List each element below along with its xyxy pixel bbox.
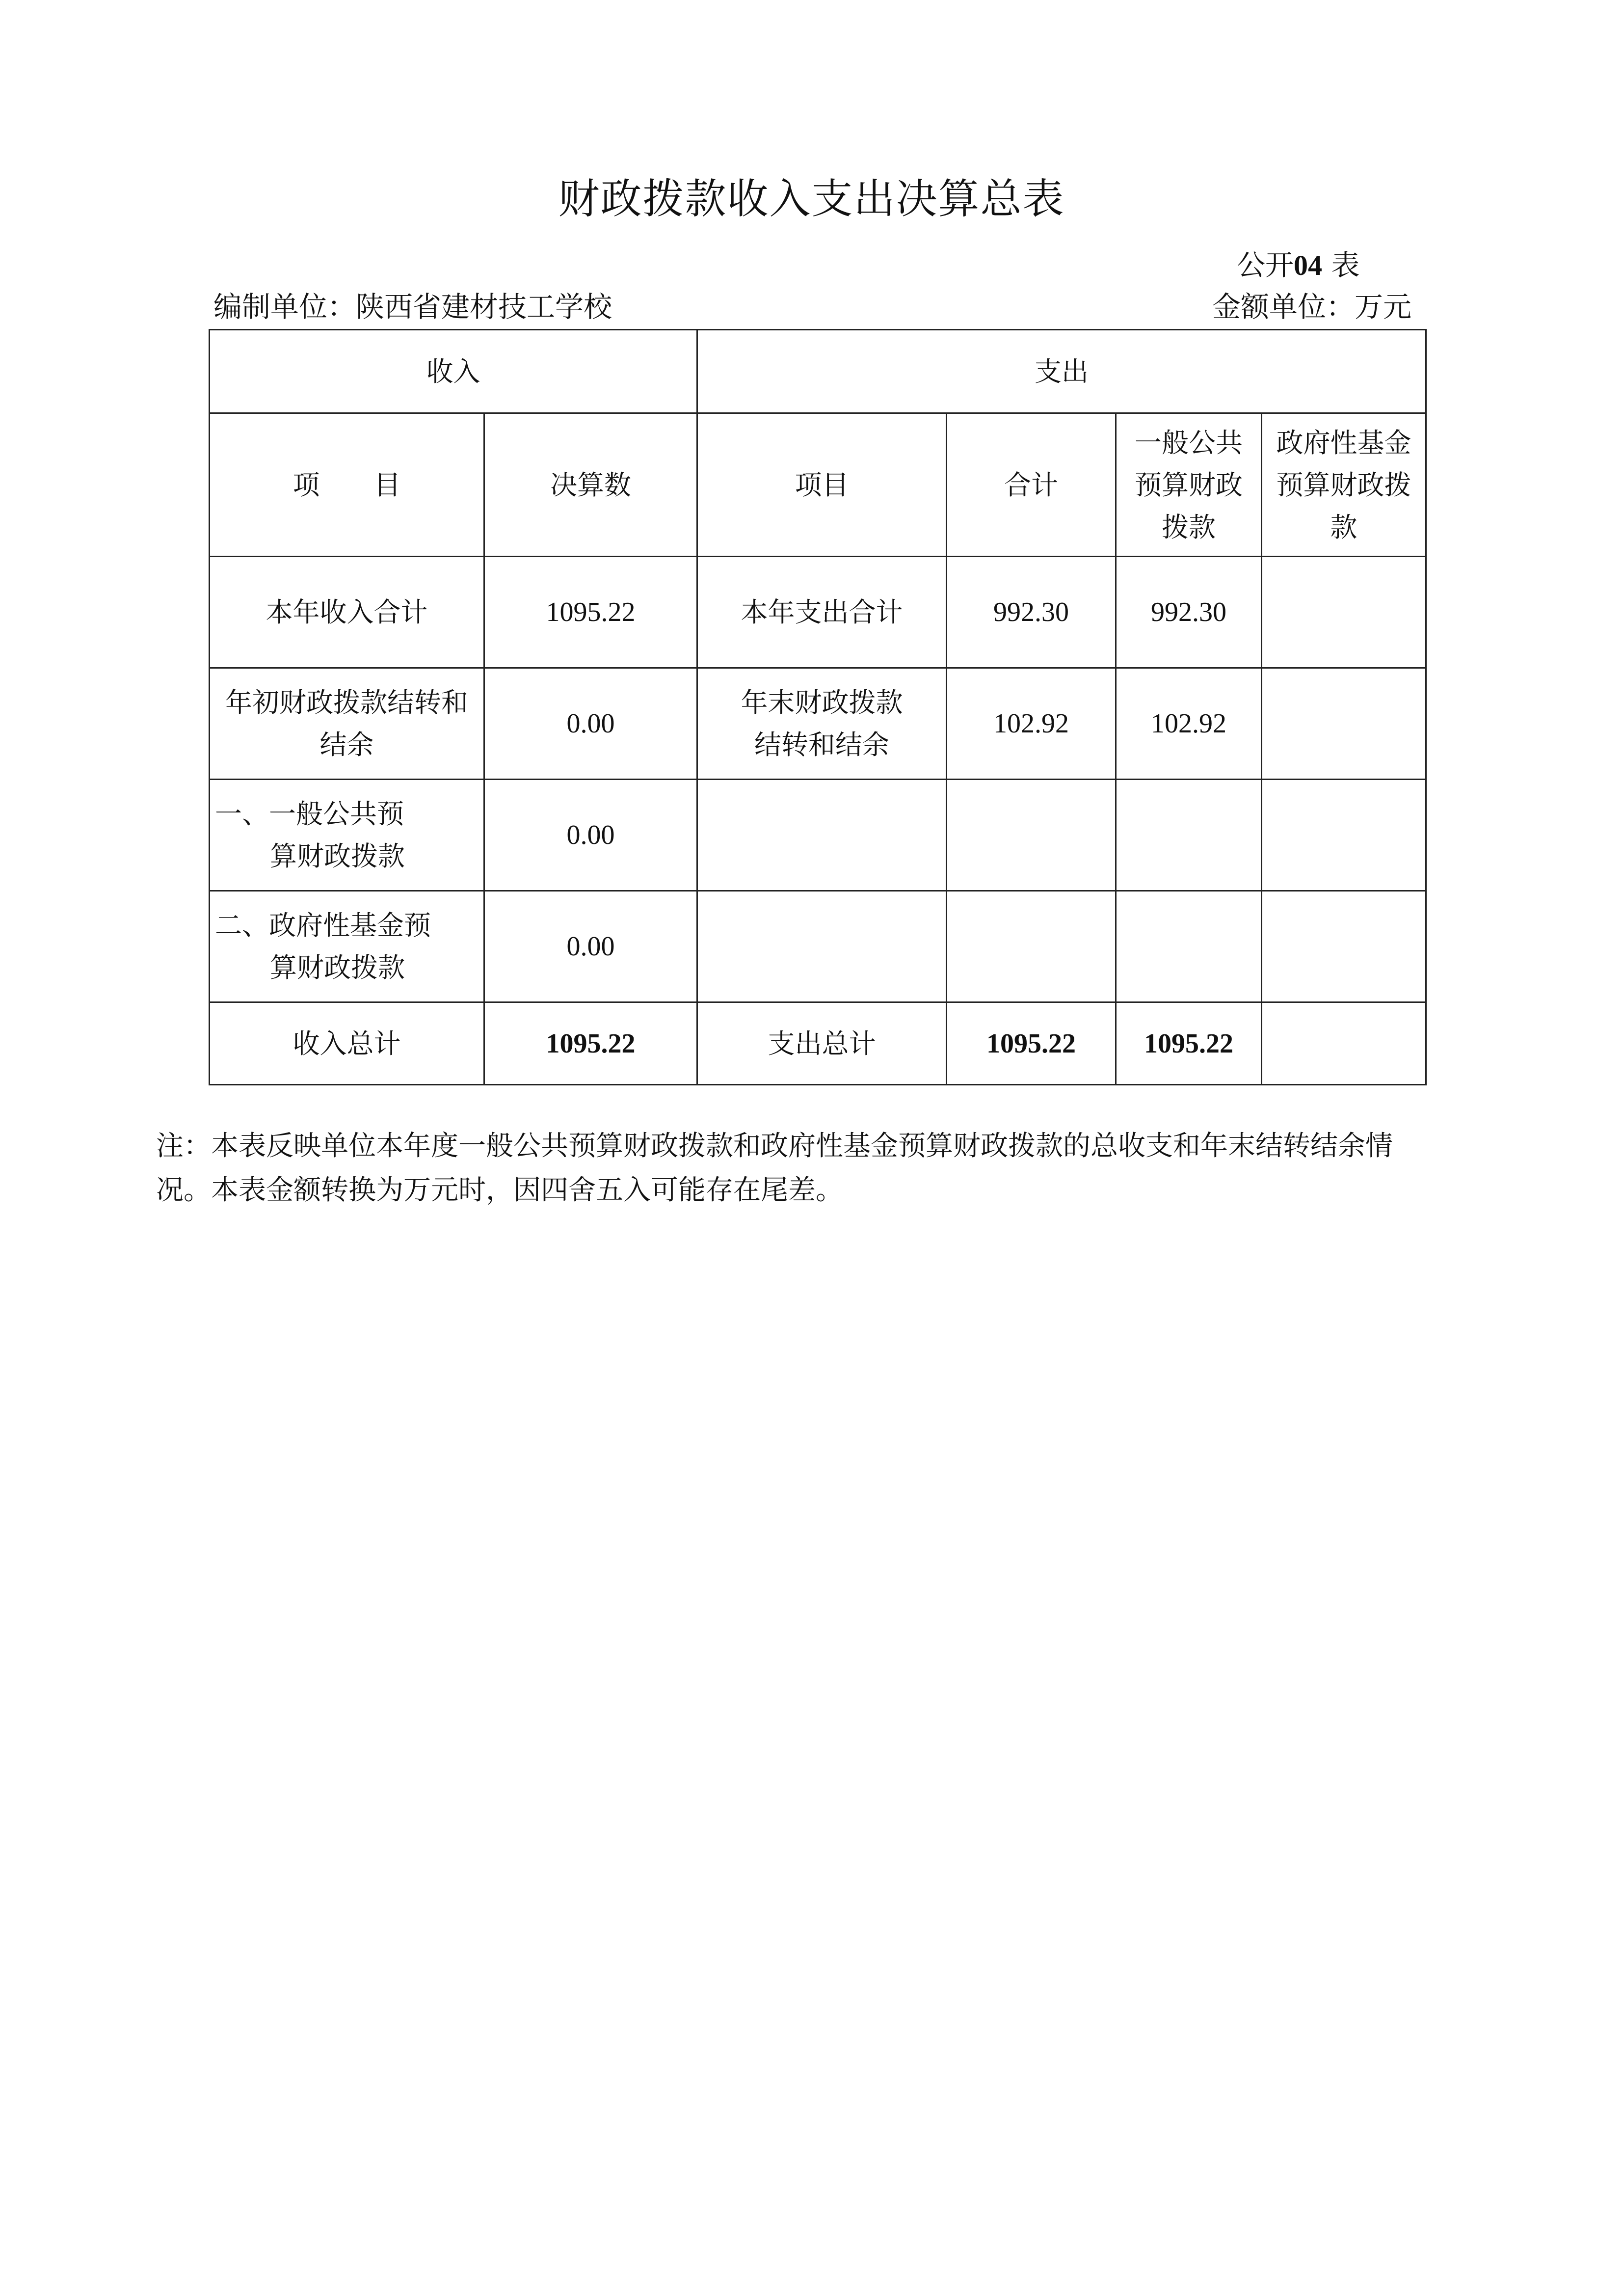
expense-item-cell bbox=[697, 891, 947, 1002]
total-cell bbox=[947, 780, 1116, 891]
general-budget-cell bbox=[1116, 780, 1262, 891]
expense-item-cell: 本年支出合计 bbox=[697, 557, 947, 668]
general-budget-cell: 102.92 bbox=[1116, 668, 1262, 780]
income-total-amount: 1095.22 bbox=[484, 1002, 697, 1085]
expense-item-line: 结转和结余 bbox=[754, 729, 889, 760]
expense-item-line: 年末财政拨款 bbox=[741, 687, 903, 718]
total-cell: 992.30 bbox=[947, 557, 1116, 668]
col-header-expense-item: 项目 bbox=[697, 413, 947, 557]
general-budget-cell bbox=[1116, 891, 1262, 1002]
form-number bbox=[1237, 248, 1359, 283]
income-amount-cell: 0.00 bbox=[484, 780, 697, 891]
income-amount-cell: 0.00 bbox=[484, 891, 697, 1002]
table-row bbox=[210, 557, 1426, 668]
income-item-line: 一、一般公共预 bbox=[215, 798, 404, 830]
income-total-label: 收入总计 bbox=[210, 1002, 484, 1085]
col-header-fund-budget bbox=[1262, 413, 1426, 557]
col-header-general-budget bbox=[1116, 413, 1262, 557]
fund-budget-cell bbox=[1262, 891, 1426, 1002]
expense-group-header: 支出 bbox=[697, 330, 1426, 413]
totals-row bbox=[210, 1002, 1426, 1085]
table-row bbox=[210, 668, 1426, 780]
income-item-line: 年初财政拨款结转和 bbox=[225, 687, 468, 718]
general-budget-cell: 992.30 bbox=[1116, 557, 1262, 668]
income-item-line: 算财政拨款 bbox=[270, 952, 405, 983]
table-row bbox=[210, 891, 1426, 1002]
total-cell: 102.92 bbox=[947, 668, 1116, 780]
settlement-table bbox=[209, 329, 1427, 1085]
fund-budget-cell bbox=[1262, 557, 1426, 668]
form-number-prefix: 公开 bbox=[1237, 248, 1294, 282]
col-header-income-item: 项 目 bbox=[210, 413, 484, 557]
table-note bbox=[156, 1124, 1481, 1213]
col-header-fund-budget-line: 预算财政拨 bbox=[1276, 469, 1411, 501]
fund-budget-cell bbox=[1262, 780, 1426, 891]
table-row bbox=[210, 780, 1426, 891]
compiling-unit: 编制单位：陕西省建材技工学校 bbox=[213, 290, 612, 324]
amount-unit: 金额单位：万元 bbox=[1212, 290, 1412, 324]
fund-budget-total bbox=[1262, 1002, 1426, 1085]
income-group-header: 收入 bbox=[210, 330, 697, 413]
income-item-cell bbox=[210, 668, 484, 780]
col-header-total: 合计 bbox=[947, 413, 1116, 557]
income-item-line: 结余 bbox=[319, 729, 374, 760]
general-budget-total: 1095.22 bbox=[1116, 1002, 1262, 1085]
income-item-line: 算财政拨款 bbox=[270, 840, 405, 872]
col-header-fund-budget-line: 款 bbox=[1330, 511, 1357, 543]
note-line: 注：本表反映单位本年度一般公共预算财政拨款和政府性基金预算财政拨款的总收支和年末结转结余情 bbox=[156, 1130, 1393, 1162]
note-line: 况。本表金额转换为万元时，因四舍五入可能存在尾差。 bbox=[156, 1174, 843, 1206]
expense-item-cell bbox=[697, 780, 947, 891]
col-header-fund-budget-line: 政府性基金 bbox=[1276, 427, 1411, 459]
expense-item-cell bbox=[697, 668, 947, 780]
income-item-cell: 本年收入合计 bbox=[210, 557, 484, 668]
total-cell bbox=[947, 891, 1116, 1002]
income-item-line: 二、政府性基金预 bbox=[215, 910, 431, 941]
income-amount-cell: 1095.22 bbox=[484, 557, 697, 668]
col-header-final-amount: 决算数 bbox=[484, 413, 697, 557]
form-number-suffix: 表 bbox=[1331, 248, 1360, 282]
page-title: 财政拨款收入支出决算总表 bbox=[558, 175, 1065, 223]
col-header-general-budget-line: 预算财政 bbox=[1134, 469, 1243, 501]
expense-total-label: 支出总计 bbox=[697, 1002, 947, 1085]
expense-total-amount: 1095.22 bbox=[947, 1002, 1116, 1085]
income-item-cell bbox=[210, 780, 484, 891]
income-item-cell bbox=[210, 891, 484, 1002]
col-header-general-budget-line: 拨款 bbox=[1161, 511, 1216, 543]
col-header-general-budget-line: 一般公共 bbox=[1134, 427, 1243, 459]
fund-budget-cell bbox=[1262, 668, 1426, 780]
form-number-value: 04 bbox=[1294, 249, 1323, 281]
income-amount-cell: 0.00 bbox=[484, 668, 697, 780]
